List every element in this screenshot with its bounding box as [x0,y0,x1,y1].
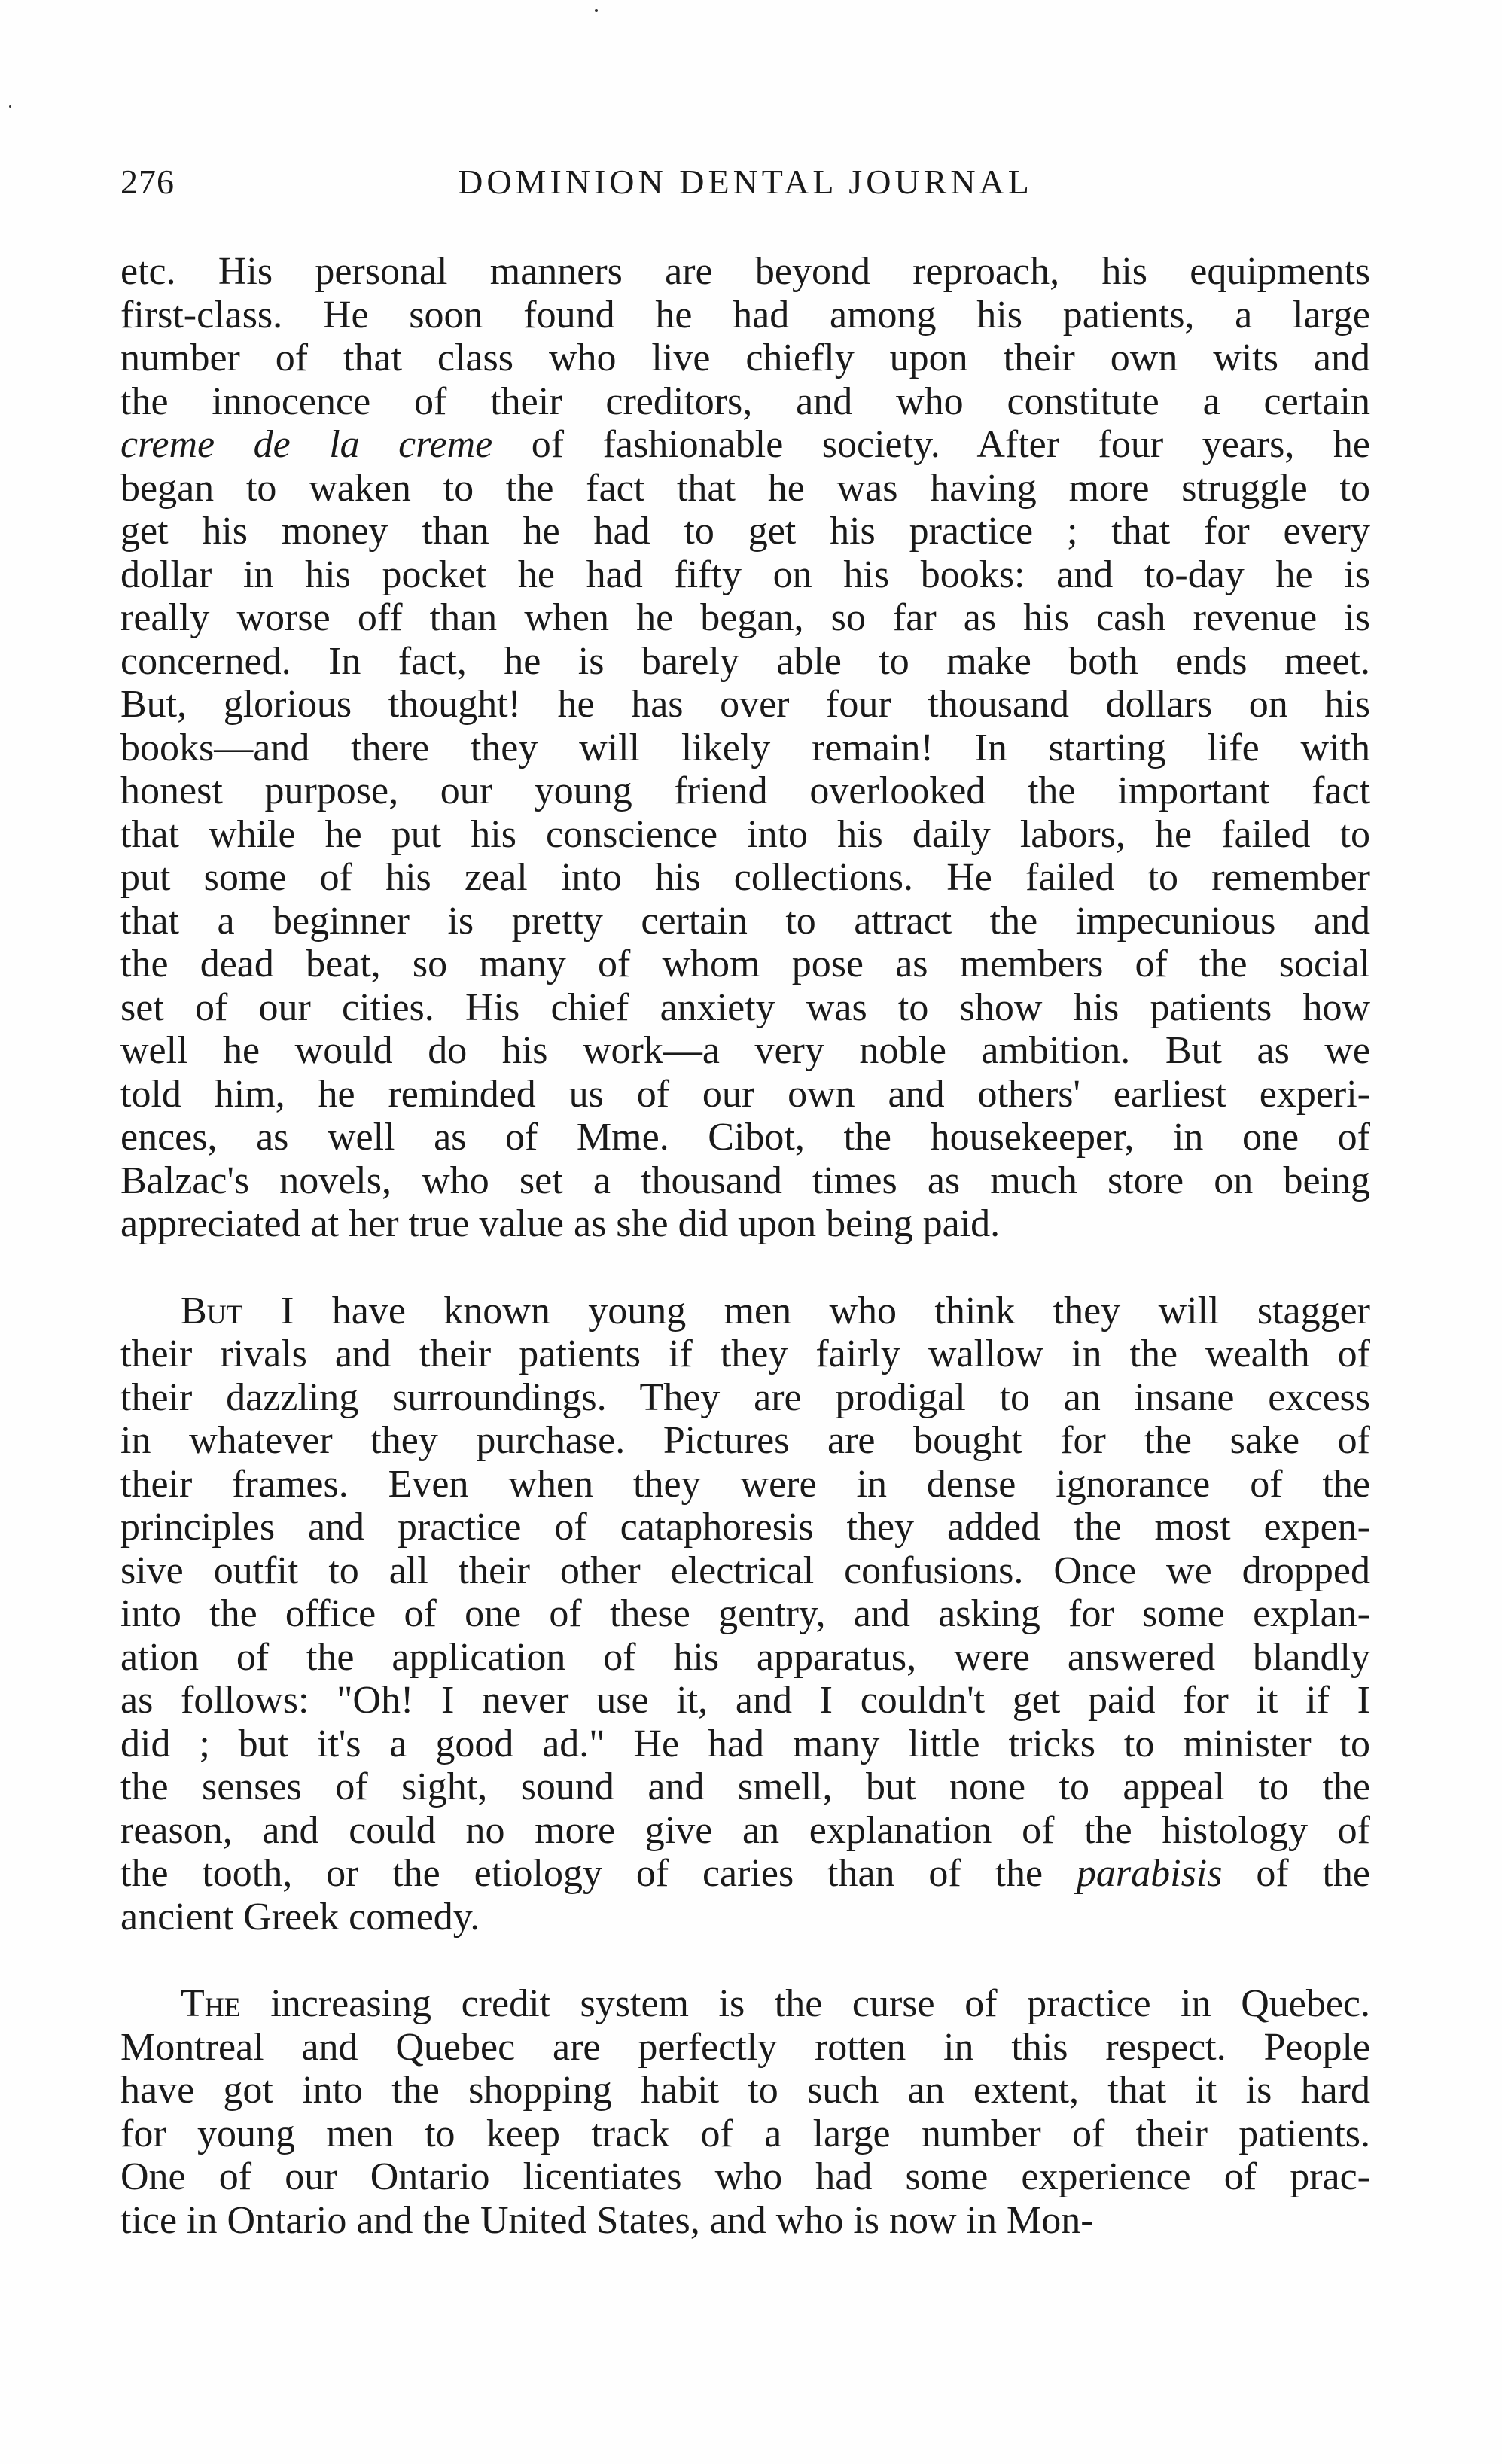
text-line: did ; but it's a good ad." He had many little tricks to minister to [120,1722,1370,1765]
text-line: Montreal and Quebec are perfectly rotten in this respect. People [120,2025,1370,2069]
text-line: that a beginner is pretty certain to attract the impecunious and [120,899,1370,943]
text-line: creme de la creme of fashionable society. After four years, he [120,423,1370,466]
ink-speck [9,105,11,108]
text-line: get his money than he had to get his practice ; that for every [120,510,1370,553]
text-line: concerned. In fact, he is barely able to make both ends meet. [120,639,1370,683]
running-title: DOMINION DENTAL JOURNAL [458,163,1033,201]
text-line: told him, he reminded us of our own and others' earliest experi- [120,1072,1370,1116]
text-line: sive outfit to all their other electrical confusions. Once we dropped [120,1549,1370,1592]
text-line: etc. His personal manners are beyond reproach, his equipments [120,250,1370,293]
text-line: for young men to keep track of a large number of their patients. [120,2112,1370,2155]
text-line: ation of the application of his apparatus, were answered blandly [120,1635,1370,1679]
text-line: their rivals and their patients if they fairly wallow in the wealth of [120,1333,1370,1375]
text-line: honest purpose, our young friend overlooked the important fact [120,769,1370,812]
text-line: began to waken to the fact that he was having more struggle to [120,466,1370,510]
text-line: tice in Ontario and the United States, and who is now in Mon- [120,2198,1094,2242]
text-line: the tooth, or the etiology of caries than of the parabisis of the [120,1852,1370,1895]
italic-phrase: creme de la creme [120,423,493,466]
text-line: first-class. He soon found he had among his patients, a large [120,293,1370,337]
page-header [120,162,1370,207]
text-line: appreciated at her true value as she did upon being paid. [120,1202,1001,1245]
text-line: the dead beat, so many of whom pose as members of the social [120,943,1370,985]
text-line: the senses of sight, sound and smell, but none to appeal to the [120,1765,1370,1808]
text-line: their frames. Even when they were in dense ignorance of the [120,1462,1370,1506]
text-line: the innocence of their creditors, and who constitute a certain [120,379,1370,423]
text-line: put some of his zeal into his collections. He failed to remember [120,856,1370,899]
text-line: set of our cities. His chief anxiety was to show his patients how [120,985,1370,1029]
paragraph [120,1982,1370,2242]
italic-phrase: parabisis [1076,1852,1223,1895]
text-line: principles and practice of cataphoresis they added the most expen- [120,1506,1370,1549]
text-line: their dazzling surroundings. They are prodigal to an insane excess [120,1375,1370,1419]
text-line: that while he put his conscience into his daily labors, he failed to [120,812,1370,856]
text-line: dollar in his pocket he had fifty on his books: and to-day he is [120,553,1370,596]
text-line: well he would do his work—a very noble ambition. But as we [120,1029,1370,1072]
text-line: ancient Greek comedy. [120,1895,480,1939]
text-line: But I have known young men who think they will stagger [181,1289,1370,1333]
text-line: Balzac's novels, who set a thousand times as much store on being [120,1159,1370,1202]
text-line: really worse off than when he began, so far as his cash revenue is [120,596,1370,639]
paragraph [120,250,1370,1246]
text-line: as follows: "Oh! I never use it, and I couldn't get paid for it if I [120,1679,1370,1722]
text-line: One of our Ontario licentiates who had some experience of prac- [120,2155,1370,2198]
article-body [120,250,1370,2242]
lead-word: But [181,1289,243,1333]
text-line: have got into the shopping habit to such an extent, that it is hard [120,2069,1370,2112]
ink-speck [595,9,598,12]
page-number: 276 [120,163,175,201]
text-line: in whatever they purchase. Pictures are bought for the sake of [120,1419,1370,1462]
text-line: books—and there they will likely remain! In starting life with [120,726,1370,769]
text-line: The increasing credit system is the curse of practice in Quebec. [181,1982,1370,2025]
text-line: number of that class who live chiefly upon their own wits and [120,337,1370,379]
text-line: into the office of one of these gentry, and asking for some explan- [120,1592,1370,1635]
paragraph [120,1290,1370,1939]
text-line: reason, and could no more give an explanation of the histology of [120,1808,1370,1852]
text-line: ences, as well as of Mme. Cibot, the housekeeper, in one of [120,1116,1370,1159]
lead-word: The [181,1982,241,2025]
text-line: But, glorious thought! he has over four thousand dollars on his [120,683,1370,726]
